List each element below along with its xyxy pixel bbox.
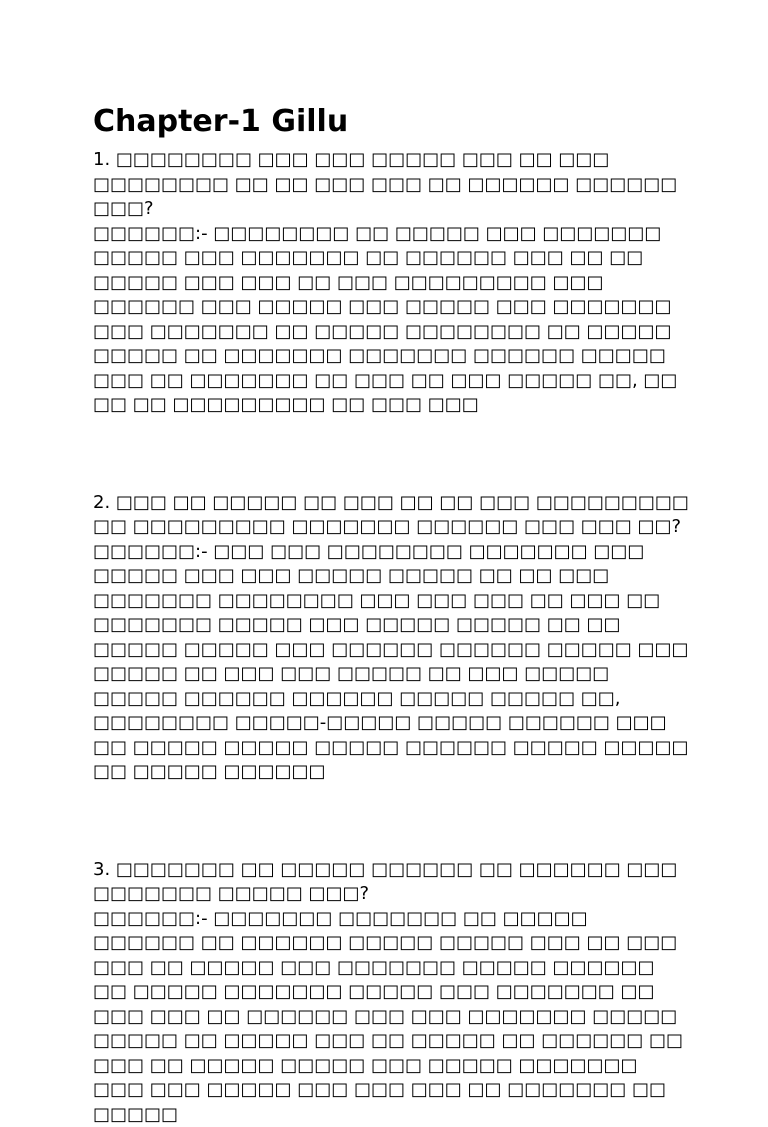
question-text: 3. □□□□□□□ □□ □□□□□ □□□□□□ □□ □□□□□□ □□□ □□□□□□□ □□□□□ □□□? <box>93 858 693 907</box>
document-page <box>93 100 693 1127</box>
section-gap <box>93 785 693 858</box>
answer-text: □□□□□□:- □□□□□□□□ □□ □□□□□ □□□ □□□□□□□ □□□□□ □□□ □□□□□□□ □□ □□□□□□ □□□ □□ □□ □□□□□ □□□ □□□ □□ □□□ □□□□□□□□□ □□□ □□□□□□ □□□ □□□□□ □□□ □□□□□ □□□ □□□□□□□ □□□ □□□□□□□ □□ □□□□□ □□□□□□□□ □□ □□□□□ □□□□□ □□ □□□□□□□ □□□□□□□ □□□□□□ □□□□□ □□□ □□ □□□□□□□ □□ □□□ □□ □□□ □□□□□ □□, □□ □□ □□ □□□□□□□□□ □□ □□□ □□□ <box>93 222 693 418</box>
section-gap <box>93 418 693 491</box>
answer-text: □□□□□□:- □□□ □□□ □□□□□□□□ □□□□□□□ □□□ □□□□□ □□□ □□□ □□□□□ □□□□□ □□ □□ □□□ □□□□□□□ □□□□□□□□ □□□ □□□ □□□ □□ □□□ □□ □□□□□□□ □□□□□ □□□ □□□□□ □□□□□ □□ □□ □□□□□ □□□□□ □□□ □□□□□□ □□□□□□ □□□□□ □□□ □□□□□ □□ □□□ □□□ □□□□□ □□ □□□ □□□□□ □□□□□ □□□□□□ □□□□□□ □□□□□ □□□□□ □□, □□□□□□□□ □□□□□-□□□□□ □□□□□ □□□□□□ □□□ □□ □□□□□ □□□□□ □□□□□ □□□□□□ □□□□□ □□□□□ □□ □□□□□ □□□□□□ <box>93 540 693 785</box>
answer-text: □□□□□□:- □□□□□□□ □□□□□□□ □□ □□□□□ □□□□□□ □□ □□□□□□ □□□□□ □□□□□ □□□ □□ □□□ □□□ □□ □□□□□ □□□ □□□□□□□ □□□□□ □□□□□□ □□ □□□□□ □□□□□□□ □□□□□ □□□ □□□□□□□ □□ □□□ □□□ □□ □□□□□□ □□□ □□□ □□□□□□□ □□□□□ □□□□□ □□ □□□□□ □□□ □□ □□□□□ □□ □□□□□□ □□ □□□ □□ □□□□□ □□□□□ □□□ □□□□□ □□□□□□□ □□□ □□□ □□□□□ □□□ □□□ □□□ □□ □□□□□□□ □□ □□□□□ <box>93 907 693 1127</box>
question-text: 2. □□□ □□ □□□□□ □□ □□□ □□ □□ □□□ □□□□□□□□□ □□ □□□□□□□□□ □□□□□□□ □□□□□□ □□□ □□□ □□? <box>93 491 693 540</box>
qa-item-1 <box>93 148 693 418</box>
qa-item-3 <box>93 858 693 1127</box>
question-text: 1. □□□□□□□□ □□□ □□□ □□□□□ □□□ □□ □□□ □□□□□□□□ □□ □□ □□□ □□□ □□ □□□□□□ □□□□□□ □□□? <box>93 148 693 222</box>
document-title: Chapter-1 Gillu <box>93 100 693 144</box>
qa-item-2 <box>93 491 693 785</box>
